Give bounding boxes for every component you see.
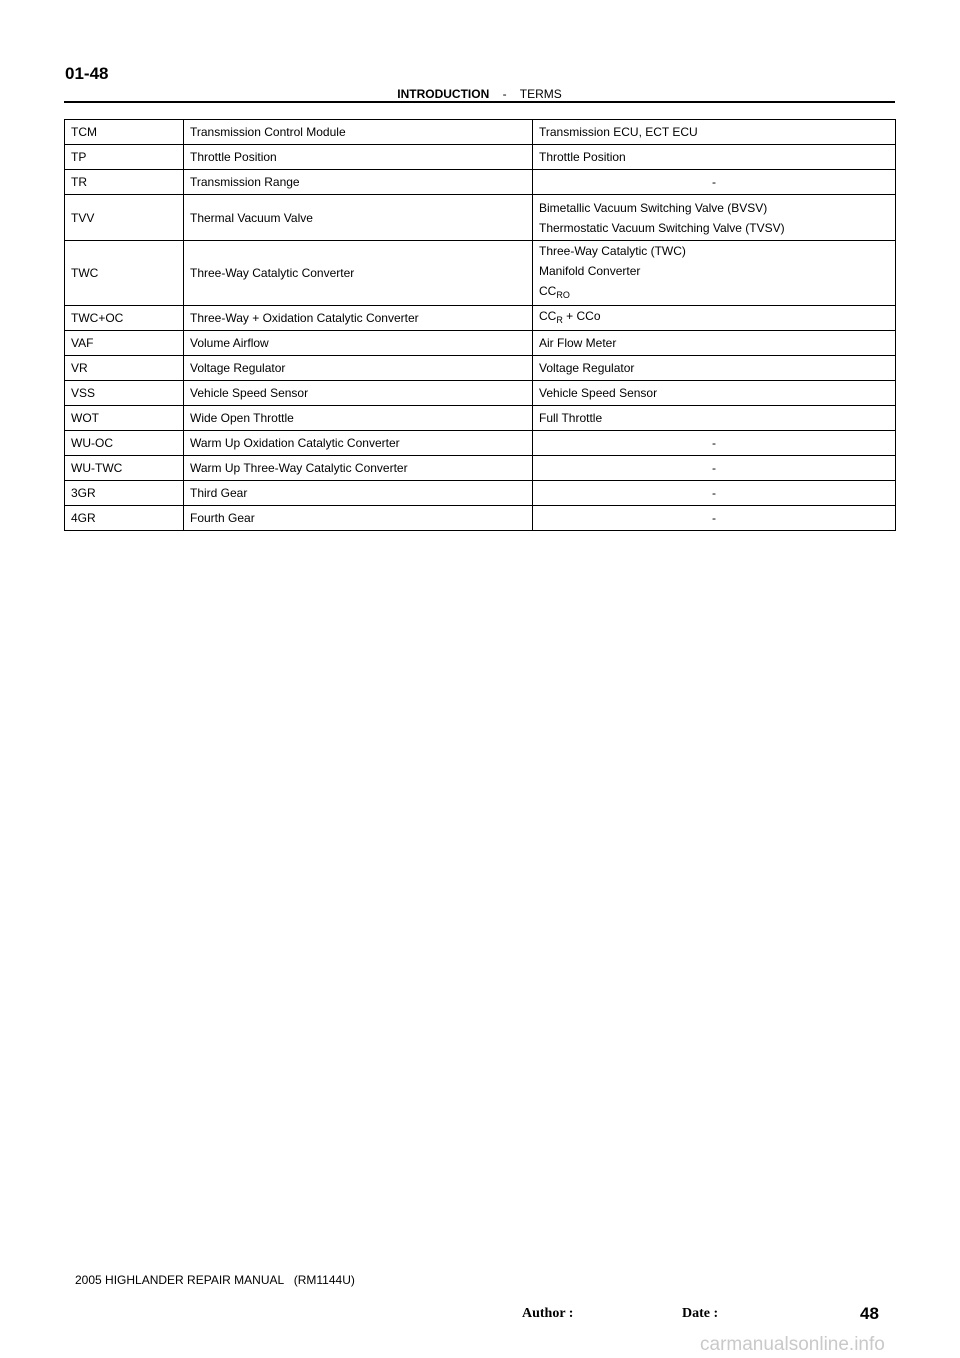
abbr-cell: TCM	[65, 120, 184, 145]
previous-term-cell: Voltage Regulator	[533, 356, 896, 381]
previous-term-cell: Transmission ECU, ECT ECU	[533, 120, 896, 145]
term-cell: Vehicle Speed Sensor	[184, 381, 533, 406]
previous-term-cell: -	[533, 170, 896, 195]
term-cell: Thermal Vacuum Valve	[184, 195, 533, 241]
previous-term-line: Bimetallic Vacuum Switching Valve (BVSV)	[539, 200, 768, 215]
previous-term-cell: Throttle Position	[533, 145, 896, 170]
table-row	[65, 506, 896, 531]
term-cell: Transmission Range	[184, 170, 533, 195]
term-cell: Warm Up Oxidation Catalytic Converter	[184, 431, 533, 456]
abbr-cell: TWC	[65, 241, 184, 306]
cc-base: CC	[539, 309, 557, 323]
table-row	[65, 331, 896, 356]
section-separator: -	[502, 87, 507, 101]
table-row	[65, 170, 896, 195]
cc-ro-subscript: RO	[556, 290, 570, 300]
term-cell: Throttle Position	[184, 145, 533, 170]
abbr-cell: TVV	[65, 195, 184, 241]
term-cell: Volume Airflow	[184, 331, 533, 356]
abbr-cell: VSS	[65, 381, 184, 406]
abbr-cell: 3GR	[65, 481, 184, 506]
term-cell: Third Gear	[184, 481, 533, 506]
table-row	[65, 306, 896, 331]
previous-term-cell: -	[533, 431, 896, 456]
abbr-cell: TR	[65, 170, 184, 195]
subsection-title: TERMS	[519, 87, 562, 101]
term-cell: Wide Open Throttle	[184, 406, 533, 431]
cc-r-subscript: R	[556, 315, 563, 325]
abbr-cell: WOT	[65, 406, 184, 431]
previous-term-line: Manifold Converter	[539, 264, 641, 278]
previous-term-cell	[533, 306, 896, 331]
abbr-cell: TP	[65, 145, 184, 170]
table-row	[65, 241, 896, 306]
table-row	[65, 120, 896, 145]
previous-term-cell: Vehicle Speed Sensor	[533, 381, 896, 406]
page-number: 01-48	[65, 64, 109, 83]
term-cell: Transmission Control Module	[184, 120, 533, 145]
table-row	[65, 381, 896, 406]
footer-author-label: Author :	[522, 1306, 574, 1321]
table-row	[65, 406, 896, 431]
abbr-cell: VAF	[65, 331, 184, 356]
previous-term-cell: -	[533, 481, 896, 506]
previous-term-cell	[533, 195, 896, 241]
abbr-cell: VR	[65, 356, 184, 381]
section-title: INTRODUCTION	[397, 87, 490, 101]
term-cell: Three-Way Catalytic Converter	[184, 241, 533, 306]
abbr-cell: 4GR	[65, 506, 184, 531]
previous-term-cell: Full Throttle	[533, 406, 896, 431]
term-cell: Warm Up Three-Way Catalytic Converter	[184, 456, 533, 481]
previous-term-cell: -	[533, 456, 896, 481]
term-cell: Three-Way + Oxidation Catalytic Converter	[184, 306, 533, 331]
table-row	[65, 431, 896, 456]
table-row	[65, 356, 896, 381]
term-cell: Fourth Gear	[184, 506, 533, 531]
term-cell: Voltage Regulator	[184, 356, 533, 381]
previous-term-cell: -	[533, 506, 896, 531]
table-row	[65, 145, 896, 170]
abbr-cell: WU-OC	[65, 431, 184, 456]
section-header	[64, 87, 895, 103]
previous-term-cell	[533, 241, 896, 306]
terms-table	[64, 119, 896, 531]
footer-page-number: 48	[860, 1304, 879, 1323]
cc-r-suffix: + CCo	[562, 309, 601, 323]
cc-base: CC	[539, 284, 557, 298]
table-row	[65, 456, 896, 481]
previous-term-line	[539, 281, 889, 305]
abbr-cell: TWC+OC	[65, 306, 184, 331]
watermark-text: carmanualsonline.info	[700, 1334, 885, 1355]
table-row	[65, 481, 896, 506]
footer-manual-title: 2005 HIGHLANDER REPAIR MANUAL (RM1144U)	[75, 1273, 355, 1287]
table-row	[65, 195, 896, 241]
footer-date-label: Date :	[682, 1306, 719, 1321]
previous-term-cell: Air Flow Meter	[533, 331, 896, 356]
abbr-cell: WU-TWC	[65, 456, 184, 481]
previous-term-line: Thermostatic Vacuum Switching Valve (TVSV)	[539, 220, 785, 235]
previous-term-line: Three-Way Catalytic (TWC)	[539, 244, 686, 258]
